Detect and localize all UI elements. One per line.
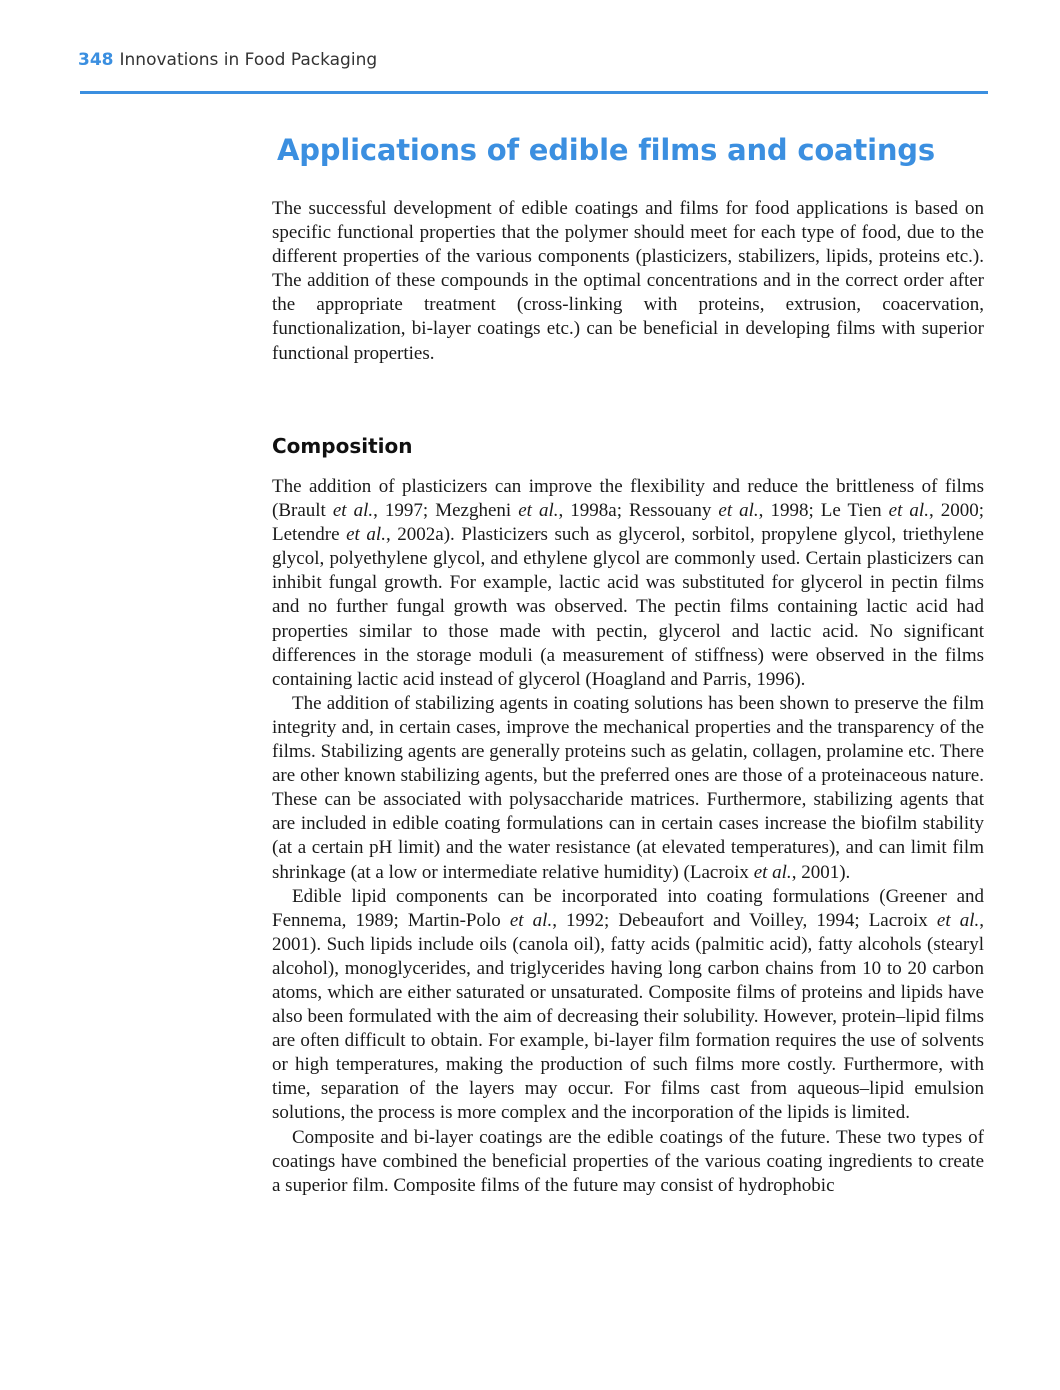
text-run: The addition of stabilizing agents in coating solutions has been shown to preserve the film integrity and, in certain cases, improve the mechanical properties and the transparency of the films. Stabilizing agents are generally proteins such as gelatin, collagen, prolamine etc. There are other known stabilizing agents, but the preferred ones are those of a proteinaceous nature. These can be associated with polysaccharide matrices. Furthermore, stabilizing agents that are included in edible coating formulations can in certain cases increase the biofilm stability (at a certain pH limit) and the water resistance (at elevated temperatures), and can limit film shrinkage (at a low or intermediate relative humidity) (Lacroix [272, 692, 984, 883]
citation-etal: et al. [509, 909, 553, 931]
text-run: , 1998a; Ressouany [558, 500, 719, 522]
book-title: Innovations in Food Packaging [119, 50, 378, 70]
paragraph-composite [272, 1126, 984, 1198]
citation-etal: et al. [718, 500, 759, 522]
text-run: , 1998; Le Tien [758, 500, 889, 522]
text-run: , 2001). [791, 861, 851, 883]
text-run: Edible lipid components can be incorporated into coating formulations (Greener and Fennema, 1989; Martin-Polo [272, 885, 984, 931]
intro-block [272, 197, 984, 366]
intro-paragraph: The successful development of edible coatings and films for food applications is based on specific functional properties that the polymer should meet for each type of food, due to the different properties of the various components (plasticizers, stabilizers, lipids, proteins etc.). The addition of these compounds in the optimal concentrations and in the correct order after the appropriate treatment (cross-linking with proteins, extrusion, coacervation, functionalization, bi-layer coatings etc.) can be beneficial in developing films with superior functional properties. [272, 198, 984, 364]
text-run: , 1997; Mezgheni [373, 500, 519, 522]
citation-etal: et al. [888, 500, 929, 522]
citation-etal: et al. [332, 500, 374, 522]
text-run: , 1992; Debeaufort and Voilley, 1994; Lacroix [552, 909, 937, 931]
paragraph-plasticizers [272, 475, 984, 692]
paragraph-lipids [272, 885, 984, 1126]
text-run: , 2001). Such lipids include oils (canola oil), fatty acids (palmitic acid), fatty alcohols (stearyl alcohol), monoglycerides, and triglycerides having long carbon chains from 10 to 20 carbon atoms, which are either saturated or unsaturated. Composite films of proteins and lipids have also been formulated with the aim of decreasing their solubility. However, protein–lipid films are often difficult to obtain. For example, bi-layer film formation requires the use of solvents or high temperatures, making the production of such films more costly. Furthermore, with time, separation of the layers may occur. For films cast from aqueous–lipid emulsion solutions, the process is more complex and the incorporation of the lipids is limited. [272, 909, 984, 1124]
page-number: 348 [78, 50, 114, 70]
citation-etal: et al. [518, 500, 559, 522]
running-header [78, 50, 377, 70]
citation-etal: et al. [346, 524, 386, 546]
text-run: Composite and bi-layer coatings are the edible coatings of the future. These two types of coatings have combined the beneficial properties of the various coating ingredients to create a superior film. Composite films of the future may consist of hydrophobic [272, 1126, 984, 1196]
section-title: Applications of edible films and coatings [277, 133, 935, 167]
text-run: , 2002a). Plasticizers such as glycerol, sorbitol, propylene glycol, triethylene glycol, polyethylene glycol, and ethylene glycol are commonly used. Certain plasticizers can inhibit fungal growth. For example, lactic acid was substituted for glycerol in pectin films and no further fungal growth was observed. The pectin films containing lactic acid had properties similar to those made with pectin, glycerol and lactic acid. No significant differences in the storage moduli (a measurement of stiffness) were observed in the films containing lactic acid instead of glycerol (Hoagland and Parris, 1996). [272, 524, 984, 690]
paragraph-stabilizers [272, 692, 984, 885]
header-rule [80, 91, 988, 94]
citation-etal: et al. [936, 909, 980, 931]
subsection-title: Composition [272, 434, 413, 458]
text-run: The addition of plasticizers can improve the flexibility and reduce the brittleness of films (Brault [272, 476, 984, 522]
citation-etal: et al. [753, 861, 792, 883]
composition-body [272, 475, 984, 1198]
text-run: , 2000; Letendre [272, 500, 985, 546]
